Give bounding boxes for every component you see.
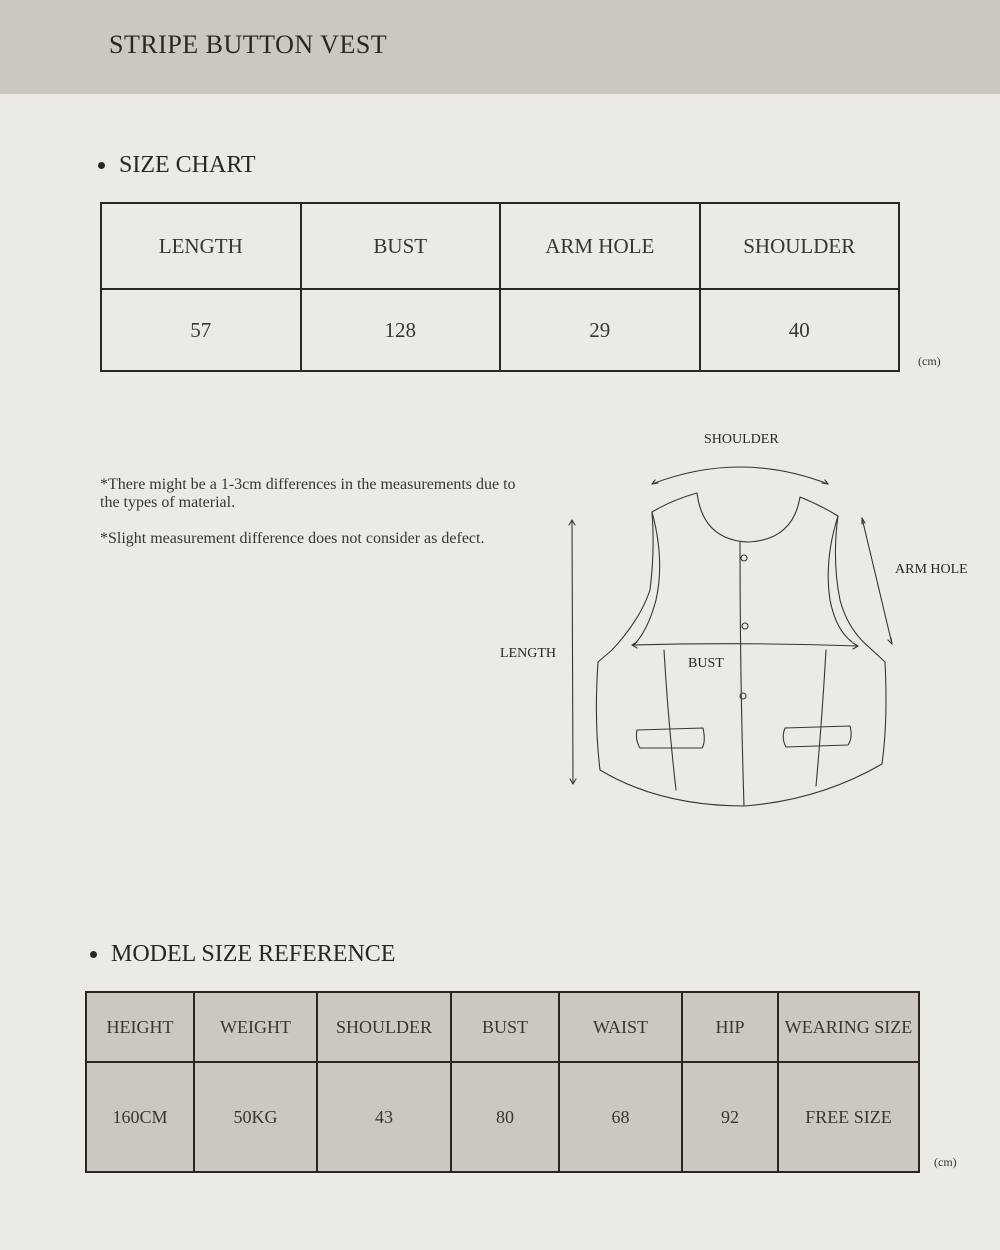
diagram-label-bust: BUST [688,656,724,671]
size-val-armhole: 29 [500,289,700,371]
size-col-armhole: ARM HOLE [500,203,700,289]
size-col-shoulder: SHOULDER [700,203,900,289]
size-col-length: LENGTH [101,203,301,289]
model-col-hip: HIP [682,992,778,1062]
armhole-arrow [862,518,892,644]
bullet-dot [98,162,105,169]
right-pocket [783,726,851,747]
model-size-heading-text: MODEL SIZE REFERENCE [111,941,396,967]
model-val-weight: 50KG [194,1062,317,1172]
note-defect: *Slight measurement difference does not consider as defect. [100,530,485,547]
size-chart-heading [98,152,256,179]
measurement-notes [100,476,530,566]
size-chart-heading-text: SIZE CHART [119,152,256,178]
model-col-waist: WAIST [559,992,682,1062]
model-col-wearing-size: WEARING SIZE [778,992,919,1062]
diagram-label-length: LENGTH [500,646,556,661]
diagram-label-shoulder: SHOULDER [704,432,779,447]
header-band [0,0,1000,94]
table-row [86,1062,919,1172]
model-val-bust: 80 [451,1062,559,1172]
size-chart-table [100,202,900,372]
model-col-shoulder: SHOULDER [317,992,451,1062]
size-col-bust: BUST [301,203,501,289]
table-row [101,289,899,371]
size-val-shoulder: 40 [700,289,900,371]
vest-outline [596,493,886,806]
model-col-weight: WEIGHT [194,992,317,1062]
model-val-wearing-size: FREE SIZE [778,1062,919,1172]
model-val-height: 160CM [86,1062,194,1172]
model-col-height: HEIGHT [86,992,194,1062]
length-arrow [572,520,573,784]
model-col-bust: BUST [451,992,559,1062]
model-size-unit: (cm) [934,1155,957,1169]
model-val-hip: 92 [682,1062,778,1172]
model-size-heading [90,941,395,968]
diagram-label-armhole: ARM HOLE [895,562,968,577]
bust-arrow [632,644,858,646]
vest-diagram [490,420,910,820]
bullet-dot [90,951,97,958]
size-chart-unit: (cm) [918,354,941,368]
model-val-waist: 68 [559,1062,682,1172]
table-row [101,203,899,289]
shoulder-arrow [652,467,828,484]
table-row [86,992,919,1062]
product-title: STRIPE BUTTON VEST [109,30,388,59]
size-val-length: 57 [101,289,301,371]
model-size-table [85,991,920,1173]
note-material: *There might be a 1-3cm differences in the measurements due to the types of material. [100,476,516,511]
size-val-bust: 128 [301,289,501,371]
model-val-shoulder: 43 [317,1062,451,1172]
